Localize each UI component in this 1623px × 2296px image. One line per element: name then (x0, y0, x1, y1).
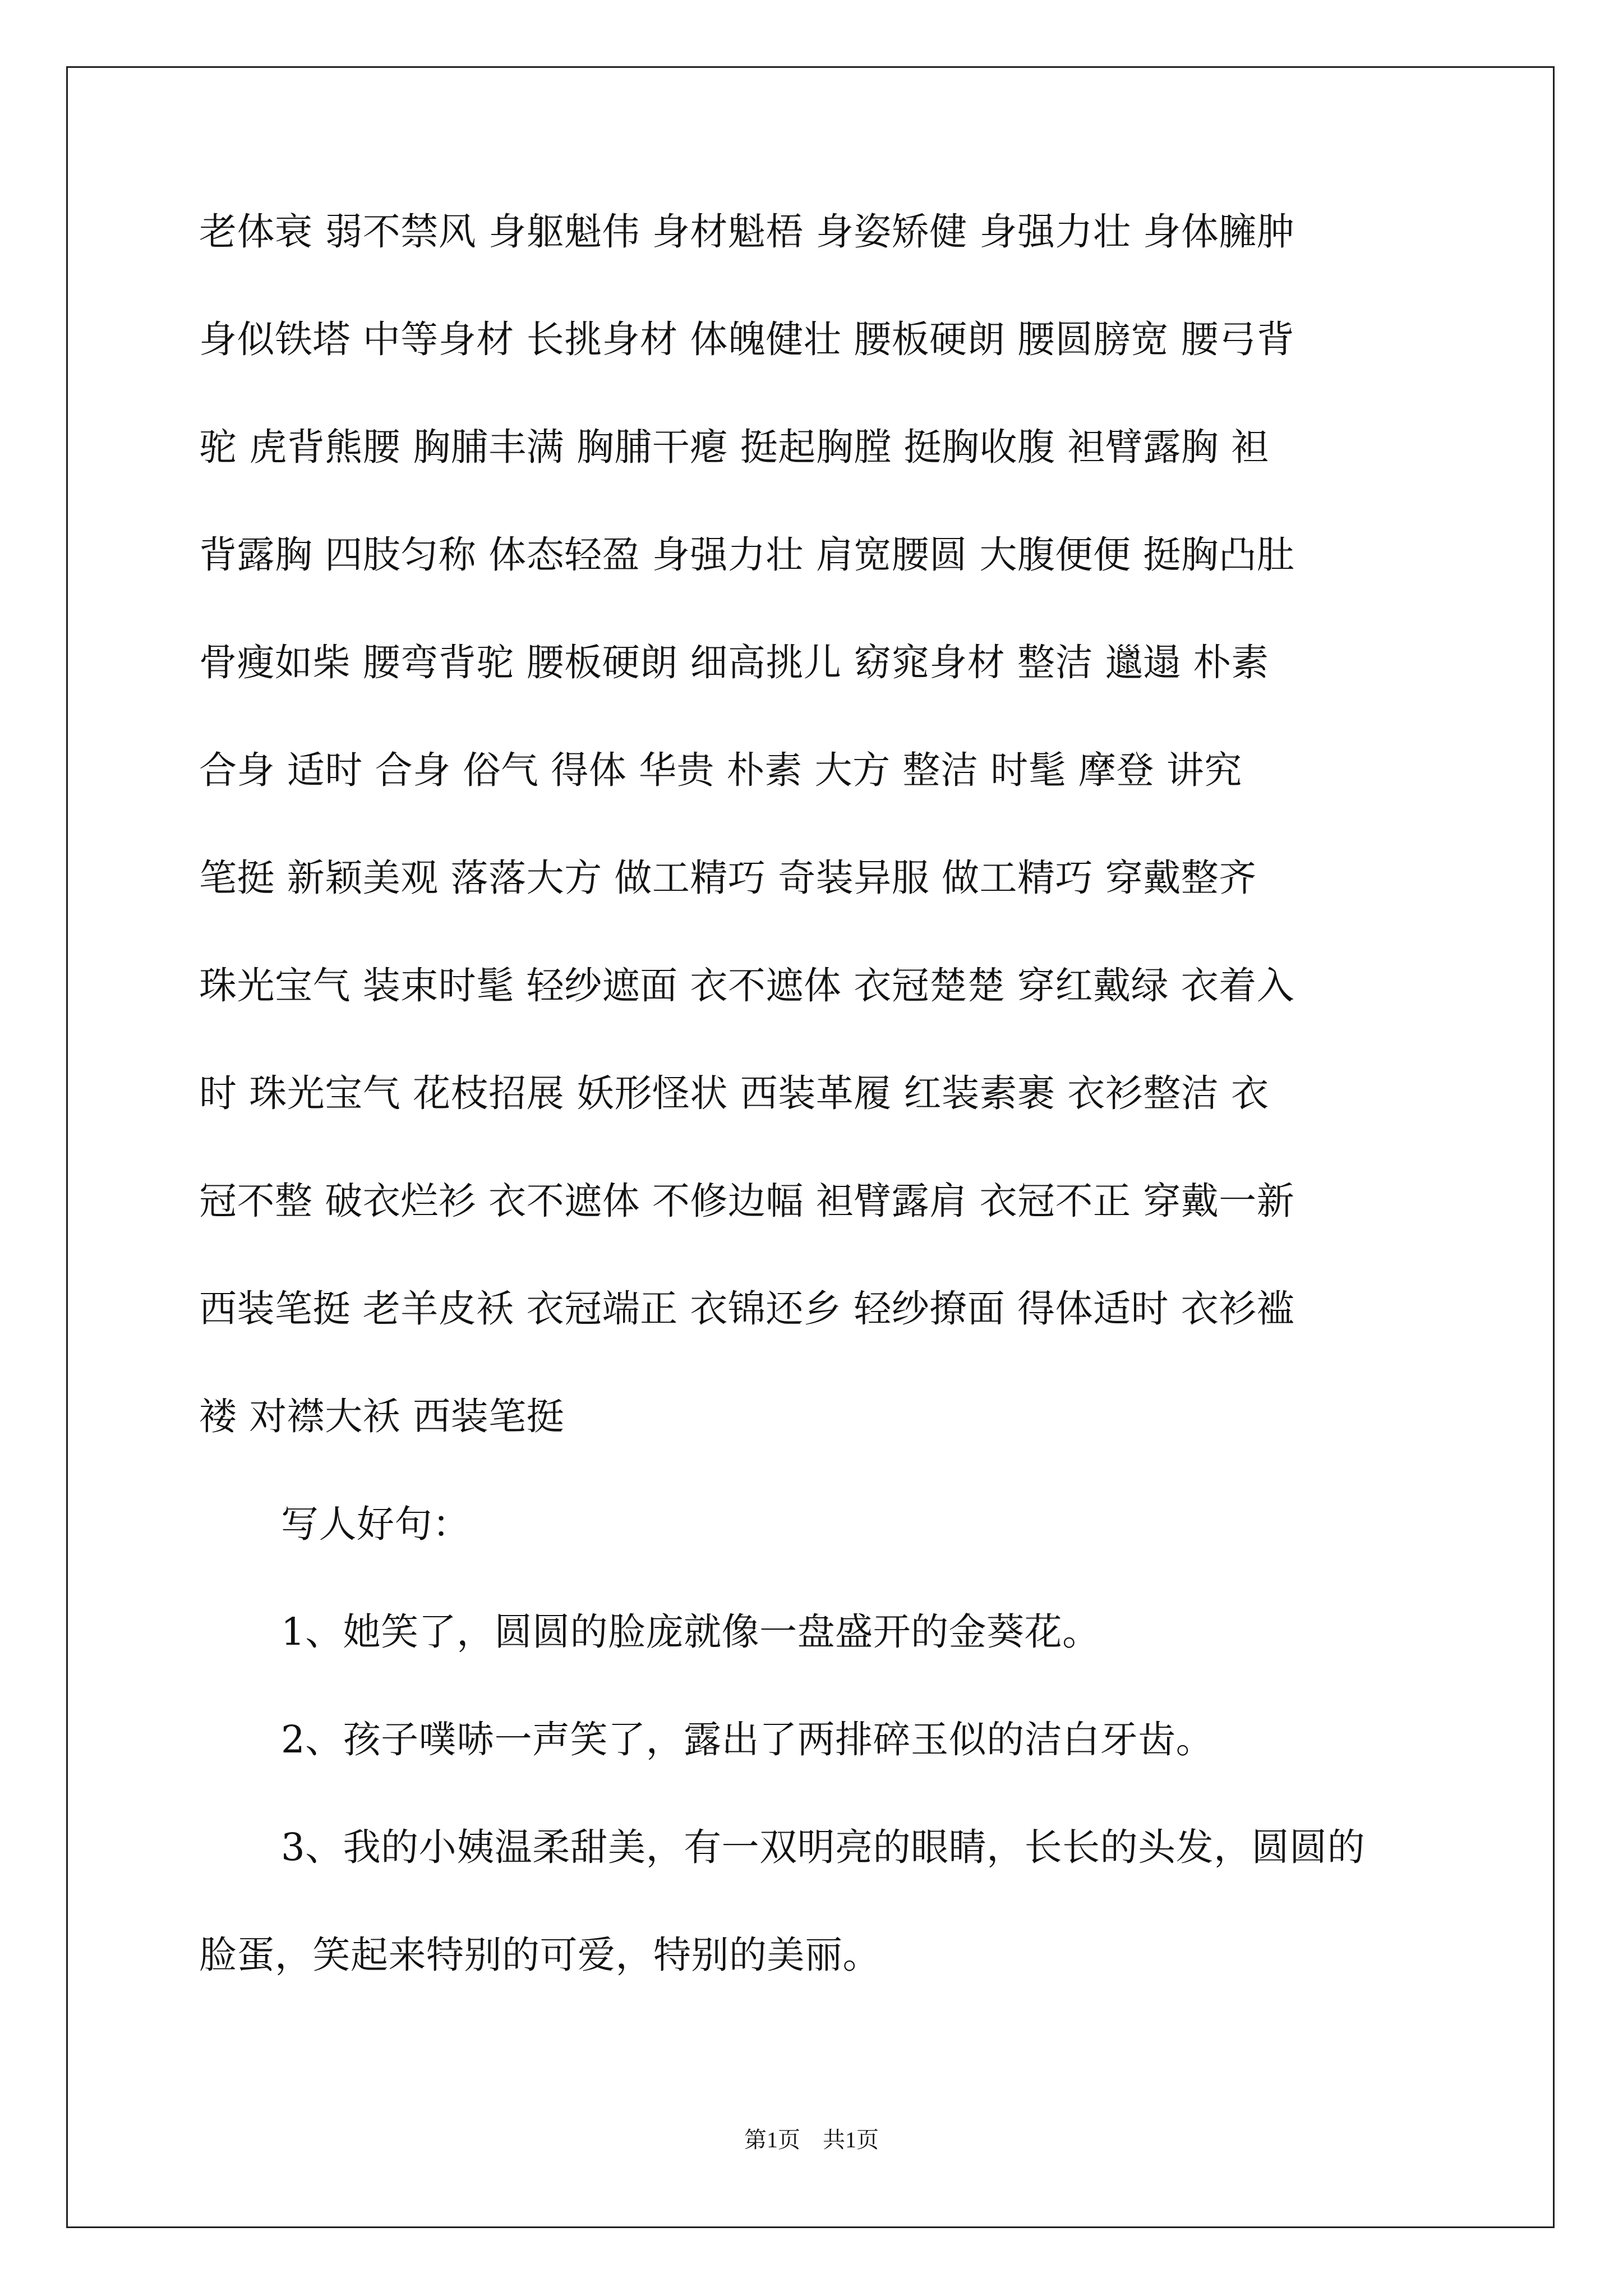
word-line: 珠光宝气 装束时髦 轻纱遮面 衣不遮体 衣冠楚楚 穿红戴绿 衣着入 (199, 964, 1295, 1007)
sentence-3: 3、我的小姨温柔甜美，有一双明亮的眼睛，长长的头发，圆圆的 (281, 1825, 1366, 1869)
document-body (199, 210, 1422, 2044)
word-line: 西装笔挺 老羊皮袄 衣冠端正 衣锦还乡 轻纱撩面 得体适时 衣衫褴 (199, 1287, 1295, 1331)
sentence-1: 1、她笑了，圆圆的脸庞就像一盘盛开的金葵花。 (281, 1610, 1100, 1654)
word-line: 合身 适时 合身 俗气 得体 华贵 朴素 大方 整洁 时髦 摩登 讲究 (199, 748, 1242, 792)
word-line: 老体衰 弱不禁风 身躯魁伟 身材魁梧 身姿矫健 身强力壮 身体臃肿 (199, 210, 1295, 254)
word-line: 背露胸 四肢匀称 体态轻盈 身强力壮 肩宽腰圆 大腹便便 挺胸凸肚 (199, 533, 1295, 577)
word-line: 身似铁塔 中等身材 长挑身材 体魄健壮 腰板硬朗 腰圆膀宽 腰弓背 (199, 318, 1295, 361)
section-heading: 写人好句： (281, 1502, 471, 1546)
word-line: 冠不整 破衣烂衫 衣不遮体 不修边幅 袒臂露肩 衣冠不正 穿戴一新 (199, 1179, 1295, 1223)
word-line: 时 珠光宝气 花枝招展 妖形怪状 西装革履 红装素裹 衣衫整洁 衣 (199, 1071, 1269, 1115)
word-line: 骨瘦如柴 腰弯背驼 腰板硬朗 细高挑儿 窈窕身材 整洁 邋遢 朴素 (199, 641, 1269, 684)
word-line: 驼 虎背熊腰 胸脯丰满 胸脯干瘪 挺起胸膛 挺胸收腹 袒臂露胸 袒 (199, 425, 1269, 469)
sentence-3-continuation: 脸蛋，笑起来特别的可爱，特别的美丽。 (199, 1933, 880, 1977)
sentence-2: 2、孩子噗哧一声笑了，露出了两排碎玉似的洁白牙齿。 (281, 1718, 1214, 1761)
word-line: 褛 对襟大袄 西装笔挺 (199, 1395, 565, 1438)
word-line: 笔挺 新颖美观 落落大方 做工精巧 奇装异服 做工精巧 穿戴整齐 (199, 856, 1257, 900)
page-number-footer: 第1页 共1页 (744, 2127, 879, 2152)
